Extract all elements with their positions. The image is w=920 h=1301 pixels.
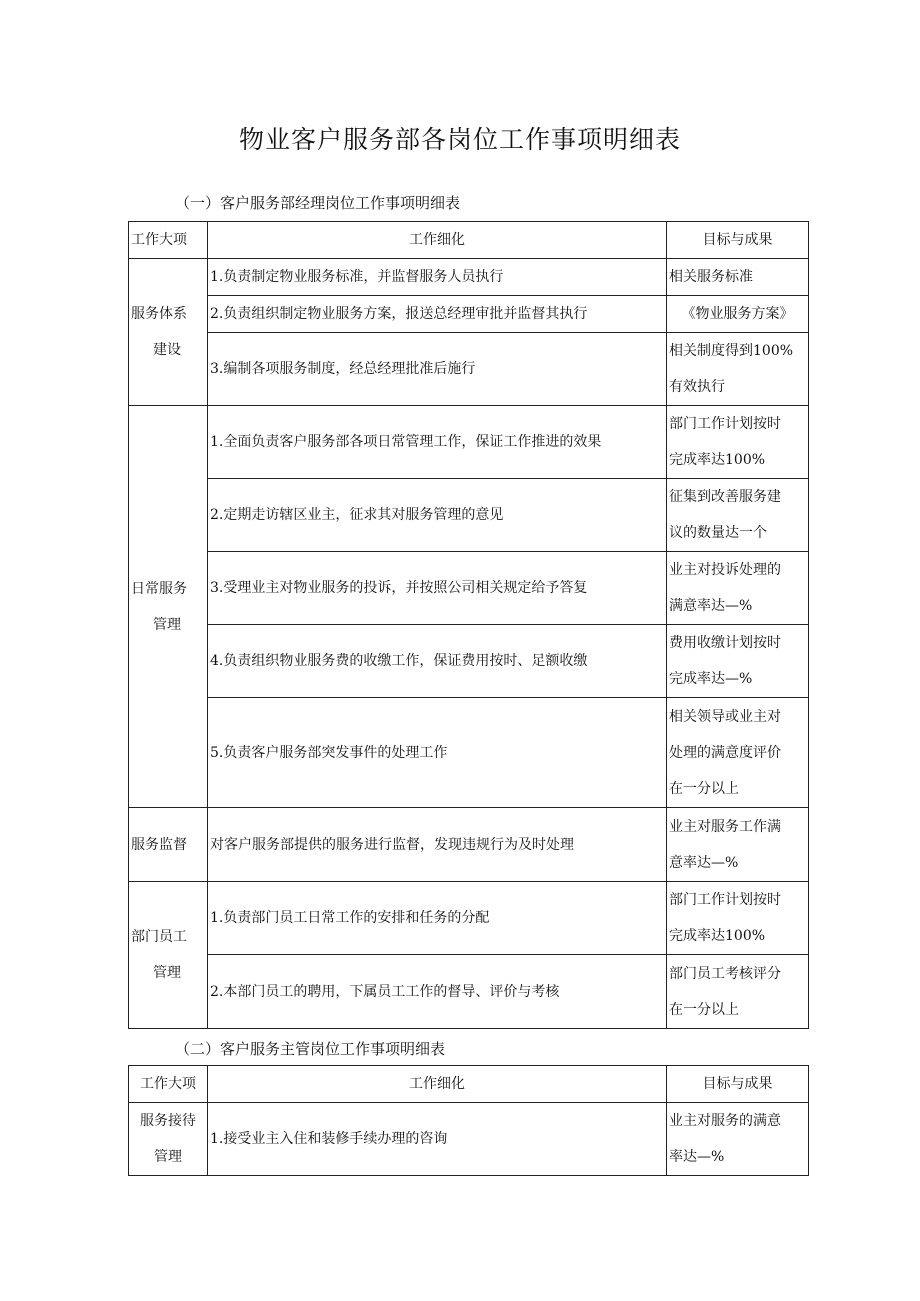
result-cell <box>667 479 809 552</box>
result-line: 处理的满意度评价 <box>669 744 781 761</box>
category-line1: 日常服务 <box>131 580 187 597</box>
header-category: 工作大项 <box>129 222 208 259</box>
detail-cell: 3.编制各项服务制度，经总经理批准后施行 <box>208 333 667 406</box>
result-line: 满意率达—% <box>669 598 753 614</box>
category-cell <box>129 259 208 406</box>
result-line: 意率达—% <box>669 854 739 871</box>
header-detail: 工作细化 <box>208 1066 667 1103</box>
category-cell <box>129 882 208 1029</box>
result-line: 部门员工考核评分 <box>669 965 781 982</box>
detail-cell: 3.受理业主对物业服务的投诉，并按照公司相关规定给予答复 <box>208 552 667 625</box>
result-line: 业主对服务的满意 <box>669 1113 781 1129</box>
table-row <box>129 479 809 552</box>
table-row <box>129 882 809 955</box>
category-cell <box>129 406 208 808</box>
header-category: 工作大项 <box>129 1066 208 1103</box>
table-header-row <box>129 1066 809 1103</box>
result-line: 部门工作计划按时 <box>669 416 781 432</box>
table-row <box>129 808 809 882</box>
result-line: 议的数量达一个 <box>669 525 767 541</box>
result-cell <box>667 333 809 406</box>
table-row <box>129 625 809 698</box>
category-cell: 服务监督 <box>129 808 208 882</box>
table-row <box>129 259 809 296</box>
detail-cell: 2.负责组织制定物业服务方案，报送总经理审批并监督其执行 <box>208 296 667 333</box>
result-line: 完成率达100% <box>669 928 766 944</box>
detail-cell: 1.负责部门员工日常工作的安排和任务的分配 <box>208 882 667 955</box>
result-cell <box>667 808 809 882</box>
result-cell <box>667 698 809 808</box>
result-line: 业主对投诉处理的 <box>669 562 781 578</box>
category-line2: 管理 <box>153 616 181 633</box>
result-line: 业主对服务工作满 <box>669 818 781 835</box>
table-header-row <box>129 222 809 259</box>
category-line2: 管理 <box>154 1149 182 1165</box>
result-line: 完成率达—% <box>669 671 753 687</box>
detail-cell: 2.本部门员工的聘用，下属员工工作的督导、评价与考核 <box>208 955 667 1029</box>
detail-cell: 5.负责客户服务部突发事件的处理工作 <box>208 698 667 808</box>
section1-heading: （一）客户服务部经理岗位工作事项明细表 <box>175 194 461 212</box>
result-line: 有效执行 <box>669 379 725 395</box>
document-title: 物业客户服务部各岗位工作事项明细表 <box>238 125 681 154</box>
detail-cell: 1.全面负责客户服务部各项日常管理工作，保证工作推进的效果 <box>208 406 667 479</box>
detail-cell: 4.负责组织物业服务费的收缴工作，保证费用按时、足额收缴 <box>208 625 667 698</box>
result-cell <box>667 1103 809 1176</box>
table-row <box>129 406 809 479</box>
table-row <box>129 698 809 808</box>
result-cell: 相关服务标准 <box>667 259 809 296</box>
header-detail: 工作细化 <box>208 222 667 259</box>
category-line2: 建设 <box>153 342 181 358</box>
category-line1: 部门员工 <box>131 929 187 945</box>
table-row <box>129 333 809 406</box>
result-line: 在一分以上 <box>669 1001 739 1018</box>
result-line: 征集到改善服务建 <box>669 489 781 505</box>
result-cell <box>667 882 809 955</box>
result-cell <box>667 625 809 698</box>
result-line: 完成率达100% <box>669 452 766 468</box>
result-line: 费用收缴计划按时 <box>669 635 781 651</box>
table-row <box>129 1103 809 1176</box>
table-row <box>129 296 809 333</box>
section2-heading: （二）客户服务主管岗位工作事项明细表 <box>175 1040 446 1058</box>
header-result: 目标与成果 <box>667 222 809 259</box>
result-cell: 《物业服务方案》 <box>667 296 809 333</box>
result-line: 部门工作计划按时 <box>669 892 781 908</box>
detail-cell: 2.定期走访辖区业主，征求其对服务管理的意见 <box>208 479 667 552</box>
result-cell <box>667 955 809 1029</box>
detail-cell: 1.接受业主入住和装修手续办理的咨询 <box>208 1103 667 1176</box>
table-row <box>129 552 809 625</box>
category-line2: 管理 <box>153 965 181 981</box>
result-line: 在一分以上 <box>669 780 739 797</box>
result-line: 率达—% <box>669 1149 725 1165</box>
detail-cell: 1.负责制定物业服务标准，并监督服务人员执行 <box>208 259 667 296</box>
table-row <box>129 955 809 1029</box>
category-line1: 服务接待 <box>140 1113 196 1129</box>
category-line1: 服务体系 <box>131 306 187 322</box>
result-line: 相关制度得到100% <box>669 343 794 359</box>
section2-table <box>128 1065 809 1176</box>
detail-cell: 对客户服务部提供的服务进行监督，发现违规行为及时处理 <box>208 808 667 882</box>
result-line: 相关领导或业主对 <box>669 708 781 725</box>
result-cell <box>667 406 809 479</box>
category-cell <box>129 1103 208 1176</box>
header-result: 目标与成果 <box>667 1066 809 1103</box>
section1-table <box>128 221 809 1029</box>
result-cell <box>667 552 809 625</box>
